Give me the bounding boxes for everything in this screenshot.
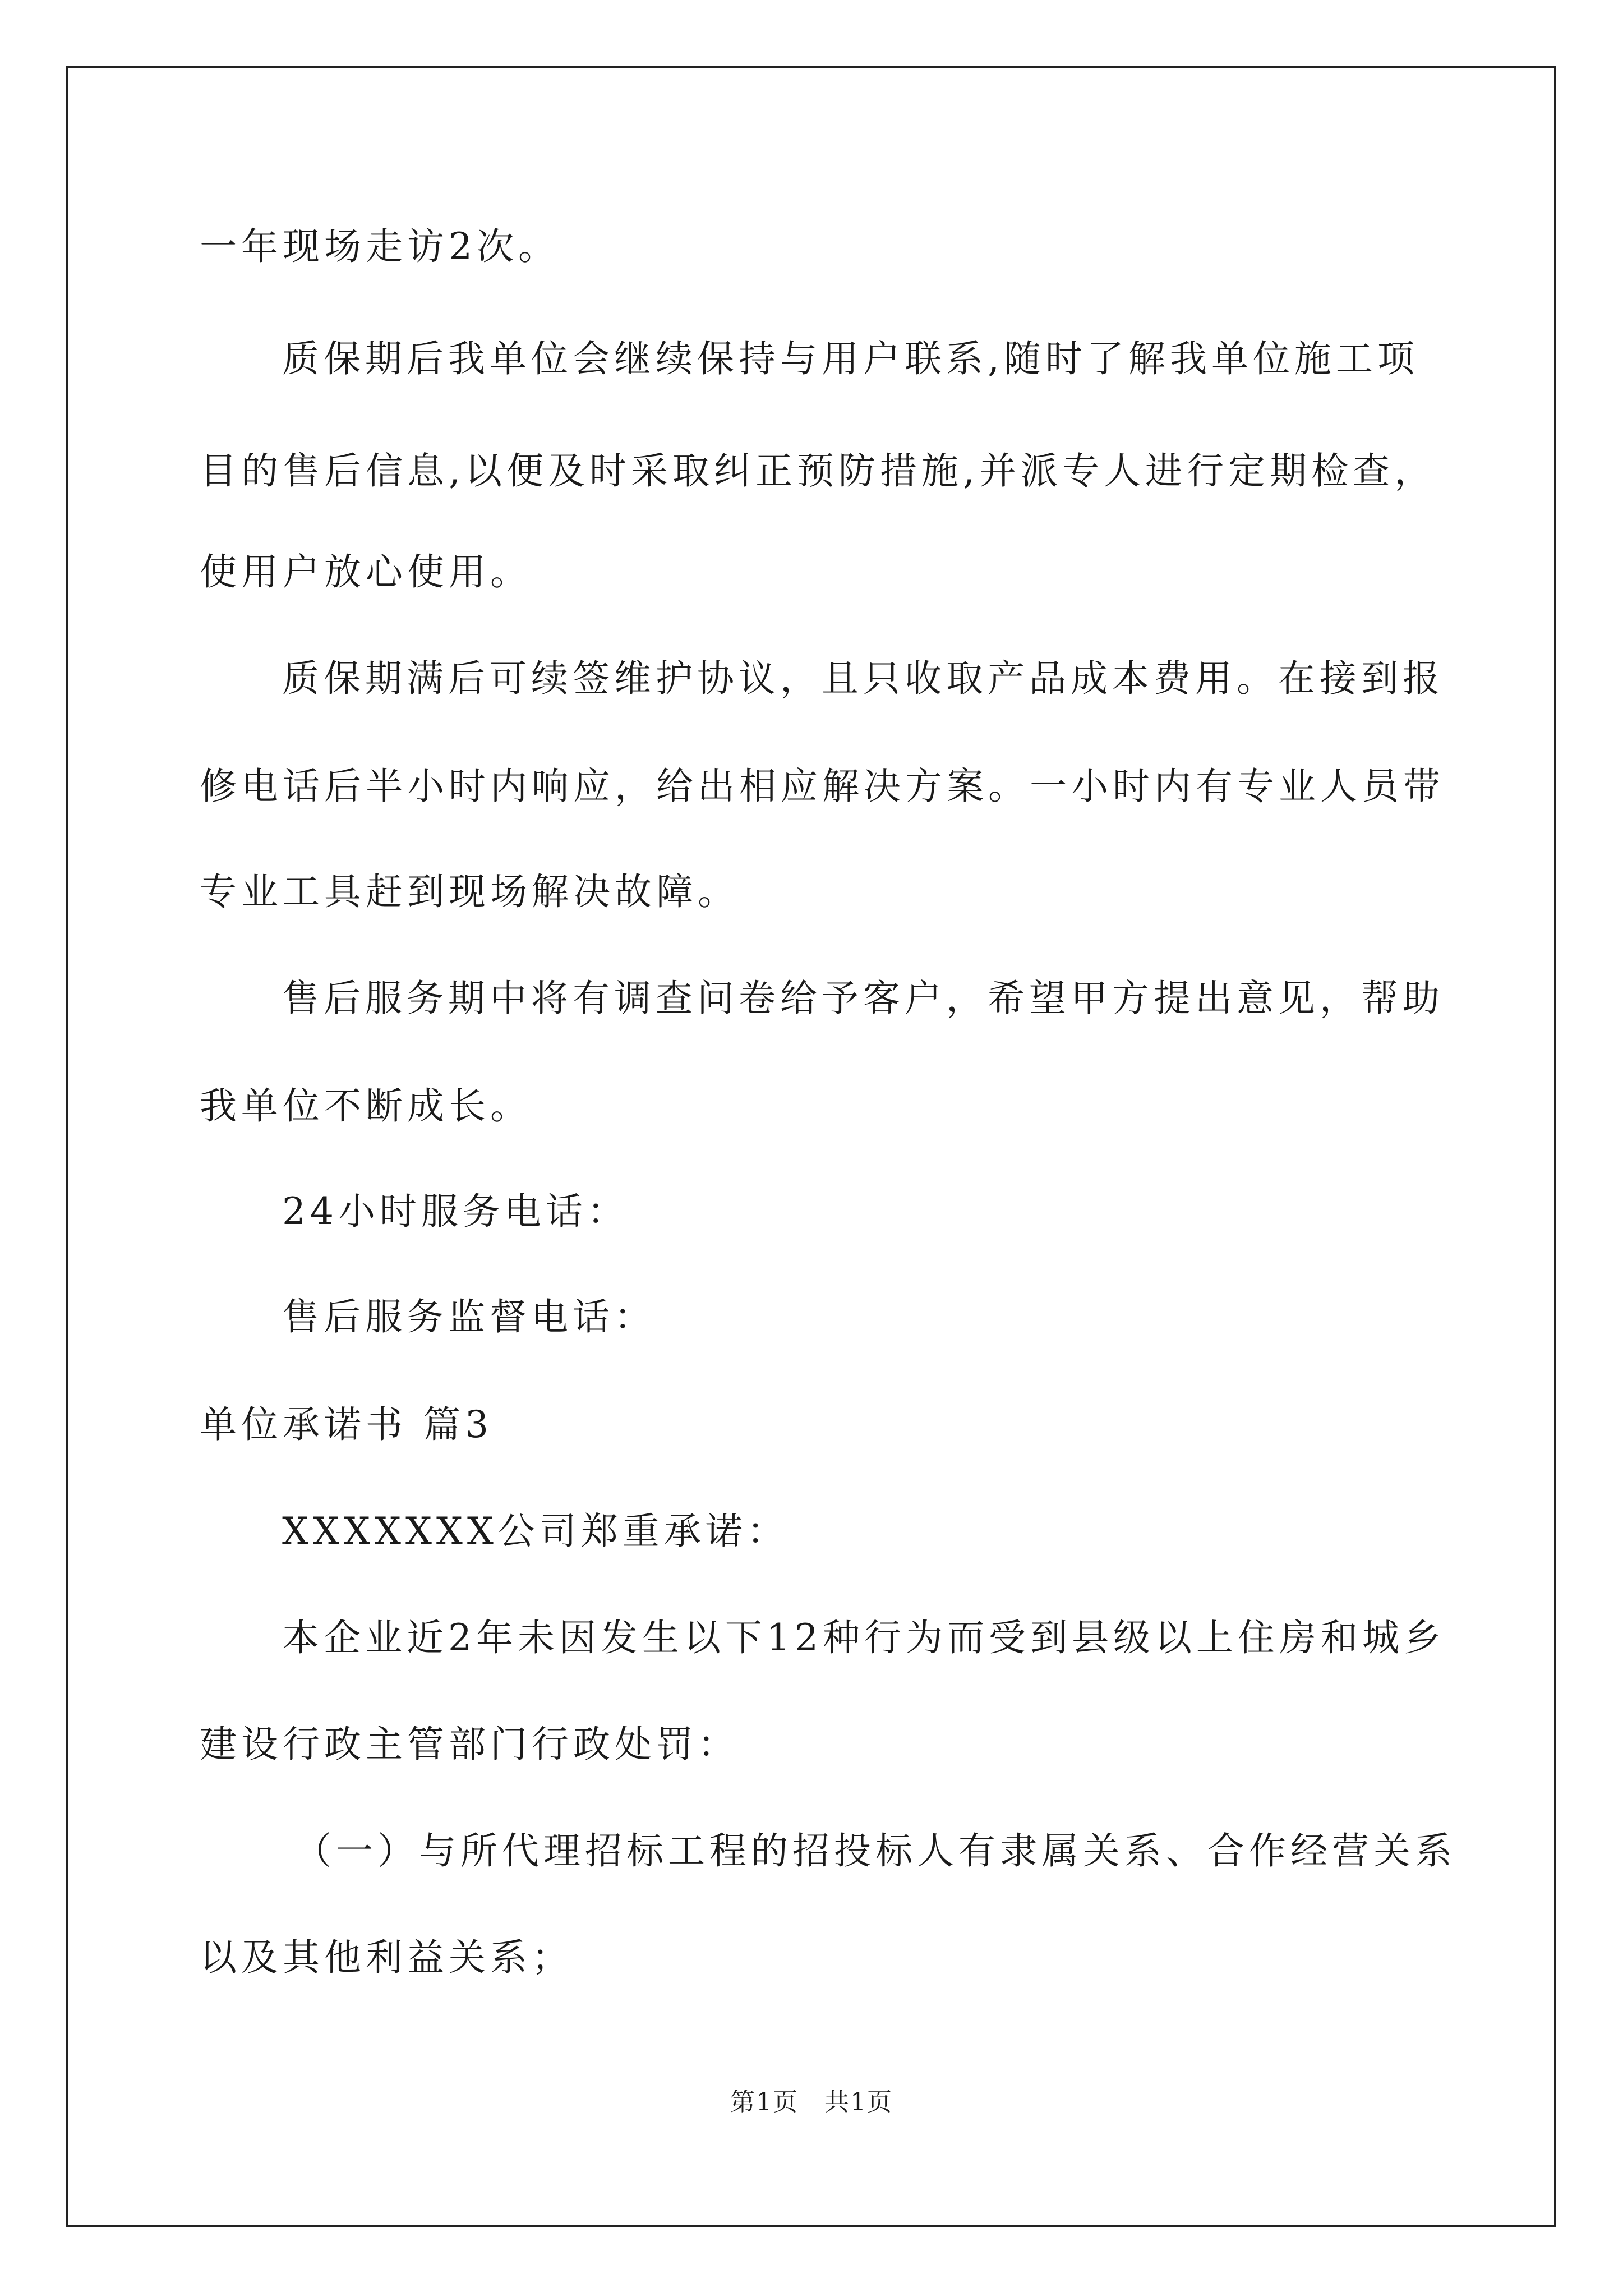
paragraph-line: 一年现场走访2次。 bbox=[200, 225, 560, 268]
page-number-footer: 第1页 共1页 bbox=[730, 2088, 893, 2116]
paragraph-line: 质保期满后可续签维护协议，且只收取产品成本费用。在接到报 bbox=[282, 657, 1444, 700]
paragraph-line: （一）与所代理招标工程的招投标人有隶属关系、合作经营关系 bbox=[294, 1829, 1456, 1872]
paragraph-line: 售后服务期中将有调查问卷给予客户，希望甲方提出意见，帮助 bbox=[282, 977, 1444, 1020]
paragraph-line: XXXXXXX公司郑重承诺： bbox=[282, 1510, 789, 1553]
paragraph-line: 专业工具赶到现场解决故障。 bbox=[200, 870, 739, 913]
paragraph-line: 修电话后半小时内响应，给出相应解决方案。一小时内有专业人员带 bbox=[200, 765, 1445, 808]
paragraph-line: 目的售后信息,以便及时采取纠正预防措施,并派专人进行定期检查， bbox=[200, 449, 1436, 493]
paragraph-line: 建设行政主管部门行政处罚： bbox=[200, 1723, 739, 1766]
paragraph-line: 我单位不断成长。 bbox=[200, 1084, 532, 1128]
page-border bbox=[66, 66, 1556, 2227]
paragraph-line: 以及其他利益关系； bbox=[200, 1936, 573, 1979]
paragraph-line: 24小时服务电话： bbox=[282, 1190, 629, 1233]
paragraph-line: 本企业近2年未因发生以下12种行为而受到县级以上住房和城乡 bbox=[282, 1616, 1445, 1659]
paragraph-line: 使用户放心使用。 bbox=[200, 550, 532, 593]
paragraph-line: 售后服务监督电话： bbox=[282, 1295, 656, 1338]
paragraph-line: 质保期后我单位会继续保持与用户联系,随时了解我单位施工项 bbox=[282, 337, 1419, 380]
section-heading: 单位承诺书 篇3 bbox=[200, 1403, 493, 1446]
